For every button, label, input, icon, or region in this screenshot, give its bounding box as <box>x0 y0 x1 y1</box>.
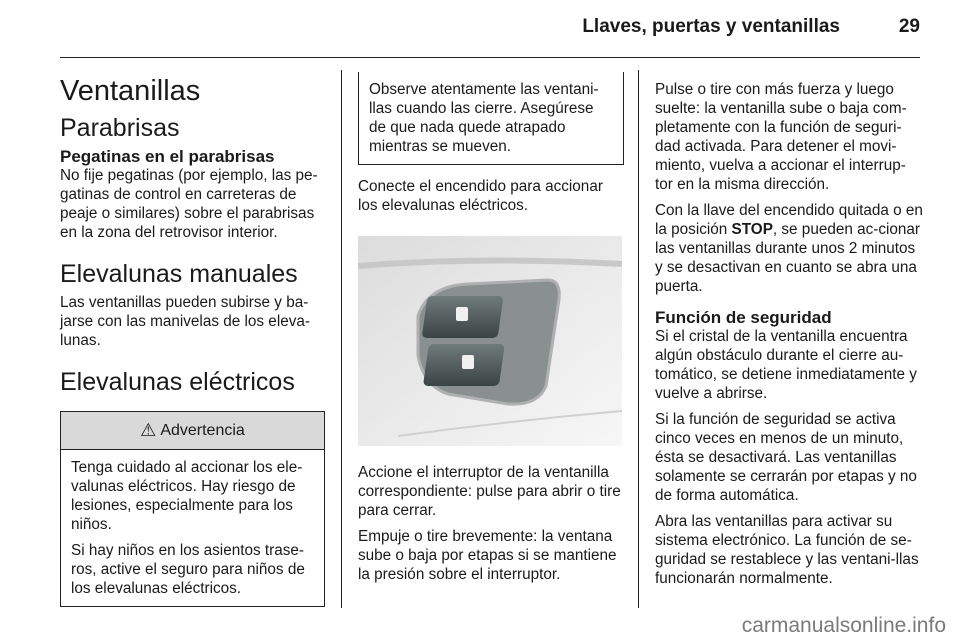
column-divider-2 <box>638 70 639 608</box>
column-2 <box>358 72 624 591</box>
header-rule <box>60 57 920 58</box>
column-1 <box>60 70 325 607</box>
paragraph-manuales: Las ventanillas pueden subirse y ba-jarse con las manivelas de los eleva-lunas. <box>60 294 310 349</box>
watermark-text: carmanualsonline.info <box>741 614 946 637</box>
paragraph-llave-part-b: , se pueden ac-cionar las ventanillas durante unos 2 minutos y se desactivan en cuanto se abra una puerta. <box>655 221 921 295</box>
paragraph-pulse: Pulse o tire con más fuerza y luego suelte: la ventanilla sube o baja com-pletamente con la función de seguri-dad activada. Para detener el movi-miento, vuelva a accionar el interrup-tor en la misma dirección. <box>655 81 907 193</box>
warning-triangle-icon: ⚠ <box>140 420 157 440</box>
paragraph-empuje: Empuje o tire brevemente: la ventana sube o baja por etapas si se mantiene la presión sobre el interruptor. <box>358 528 617 583</box>
stop-keyword: STOP <box>731 221 773 238</box>
paragraph-pegatinas: No fije pegatinas (por ejemplo, las pe-gatinas de control en carreteras de peaje o similares) sobre el parabrisas en la zona del retrovisor interior. <box>60 167 318 241</box>
column-divider-1 <box>341 70 342 608</box>
paragraph-seguridad-2: Si la función de seguridad se activa cinco veces en menos de un minuto, ésta se desactivará. Las ventanillas solamente se cerrarán por etapas y no de forma automática. <box>655 411 917 504</box>
caution-box: Observe atentamente las ventani-llas cuando las cierre. Asegúrese de que nada quede atrapado mientras se mueven. <box>358 72 624 165</box>
paragraph-llave <box>655 201 923 296</box>
paragraph-seguridad-1: Si el cristal de la ventanilla encuentra algún obstáculo durante el cierre au-tomático, se detiene inmediatamente y vuelve a abrirse. <box>655 328 917 402</box>
window-switch-photo <box>358 236 622 446</box>
warning-box <box>60 411 325 607</box>
warning-body <box>61 450 324 606</box>
paragraph-accione: Accione el interruptor de la ventanilla correspondiente: pulse para abrir o tire para cerrar. <box>358 464 621 519</box>
paragraph-seguridad-3: Abra las ventanillas para activar su sistema electrónico. La función de se-guridad se restablece y las ventani-llas funcionarán normalmente. <box>655 513 919 587</box>
column-3 <box>655 80 923 595</box>
heading-pegatinas: Pegatinas en el parabrisas <box>60 147 275 166</box>
warning-header <box>61 412 324 450</box>
warning-title: Advertencia <box>160 422 245 439</box>
warning-paragraph-1: Tenga cuidado al accionar los ele-valunas eléctricos. Hay riesgo de lesiones, especialmente para los niños. <box>71 459 303 533</box>
subheading-elevalunas-electricos: Elevalunas eléctricos <box>60 368 295 396</box>
warning-paragraph-2: Si hay niños en los asientos trase-ros, active el seguro para niños de los elevalunas eléctricos. <box>71 542 305 597</box>
section-heading-ventanillas: Ventanillas <box>60 75 201 107</box>
heading-funcion-seguridad: Función de seguridad <box>655 308 832 327</box>
page-number: 29 <box>898 16 920 37</box>
paragraph-llave-part-a: Con la llave del encendido quitada o en la posición <box>655 202 923 238</box>
subheading-parabrisas: Parabrisas <box>60 114 180 142</box>
subheading-elevalunas-manuales: Elevalunas manuales <box>60 260 298 288</box>
paragraph-conecte: Conecte el encendido para accionar los elevalunas eléctricos. <box>358 178 603 214</box>
running-header-title: Llaves, puertas y ventanillas <box>582 16 840 37</box>
